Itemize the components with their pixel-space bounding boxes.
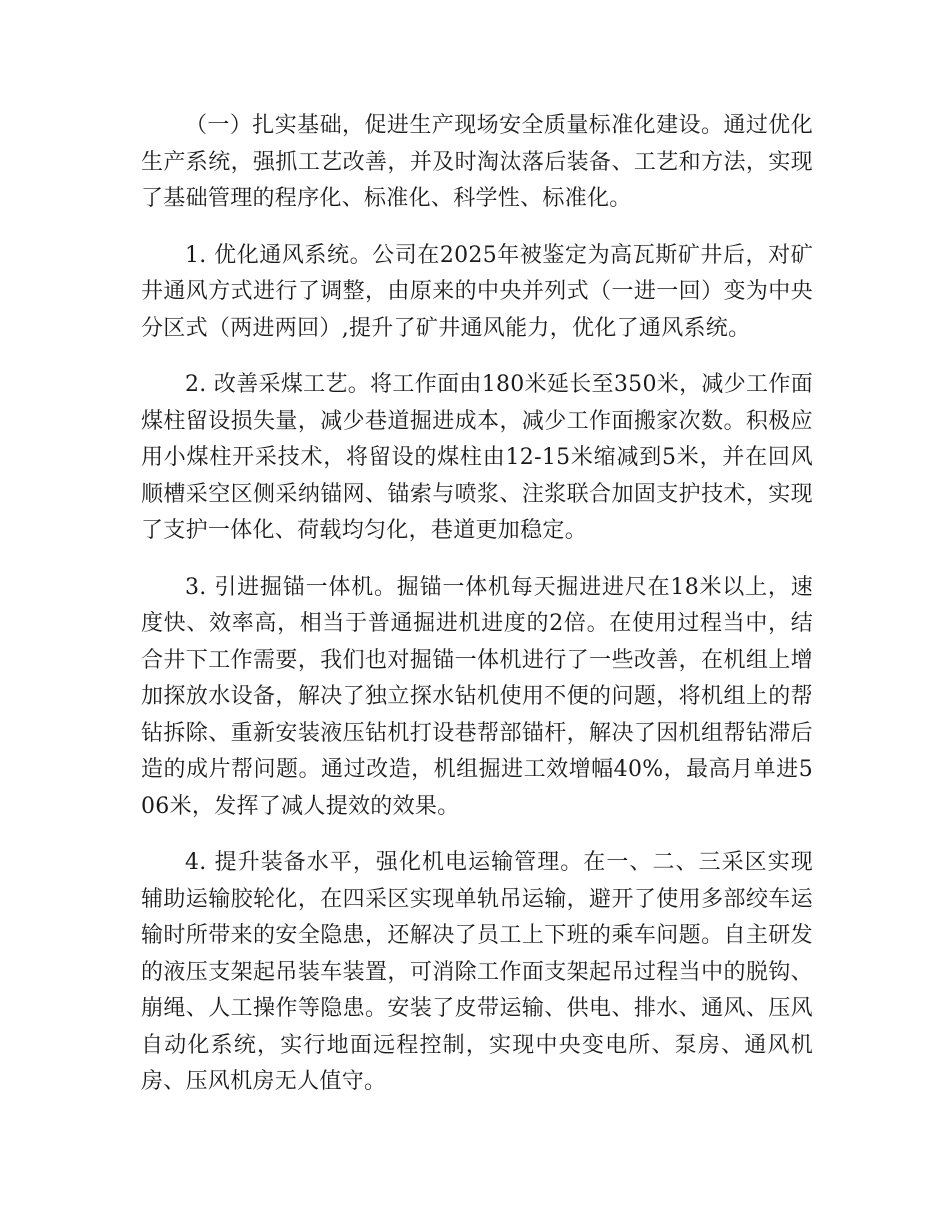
section-intro-paragraph: （一）扎实基础，促进生产现场安全质量标准化建设。通过优化生产系统，强抓工艺改善，并及时淘汰落后装备、工艺和方法，实现了基础管理的程序化、标准化、科学性、标准化。 (141, 113, 813, 211)
bolter-miner-paragraph: 3. 引进掘锚一体机。掘锚一体机每天掘进进尺在18米以上，速度快、效率高，相当于普通掘进机进度的2倍。在使用过程当中，结合井下工作需要，我们也对掘锚一体机进行了一些改善，在机组上增加探放水设备，解决了独立探水钻机使用不便的问题，将机组上的帮钻拆除、重新安装液压钻机打设巷帮部锚杆，解决了因机组帮钻滞后造的成片帮问题。通过改造，机组掘进工效增幅40%，最高月单进506米，发挥了减人提效的效果。 (141, 574, 813, 819)
document-page (141, 108, 813, 1121)
ventilation-paragraph: 1. 优化通风系统。公司在2025年被鉴定为高瓦斯矿井后，对矿井通风方式进行了调整，由原来的中央并列式（一进一回）变为中央分区式（两进两回）,提升了矿井通风能力，优化了通风系统。 (141, 242, 813, 341)
coal-mining-paragraph: 2. 改善采煤工艺。将工作面由180米延长至350米，减少工作面煤柱留设损失量，减少巷道掘进成本，减少工作面搬家次数。积极应用小煤柱开采技术，将留设的煤柱由12-15米缩减到5米，并在回风顺槽采空区侧采纳锚网、锚索与喷浆、注浆联合加固支护技术，实现了支护一体化、荷载均匀化，巷道更加稳定。 (141, 372, 813, 543)
equipment-paragraph: 4. 提升装备水平，强化机电运输管理。在一、二、三采区实现辅助运输胶轮化，在四采区实现单轨吊运输，避开了使用多部绞车运输时所带来的安全隐患，还解决了员工上下班的乘车问题。自主研发的液压支架起吊装车装置，可消除工作面支架起吊过程当中的脱钩、崩绳、人工操作等隐患。安装了皮带运输、供电、排水、通风、压风自动化系统，实行地面远程控制，实现中央变电所、泵房、通风机房、压风机房无人值守。 (141, 850, 813, 1094)
